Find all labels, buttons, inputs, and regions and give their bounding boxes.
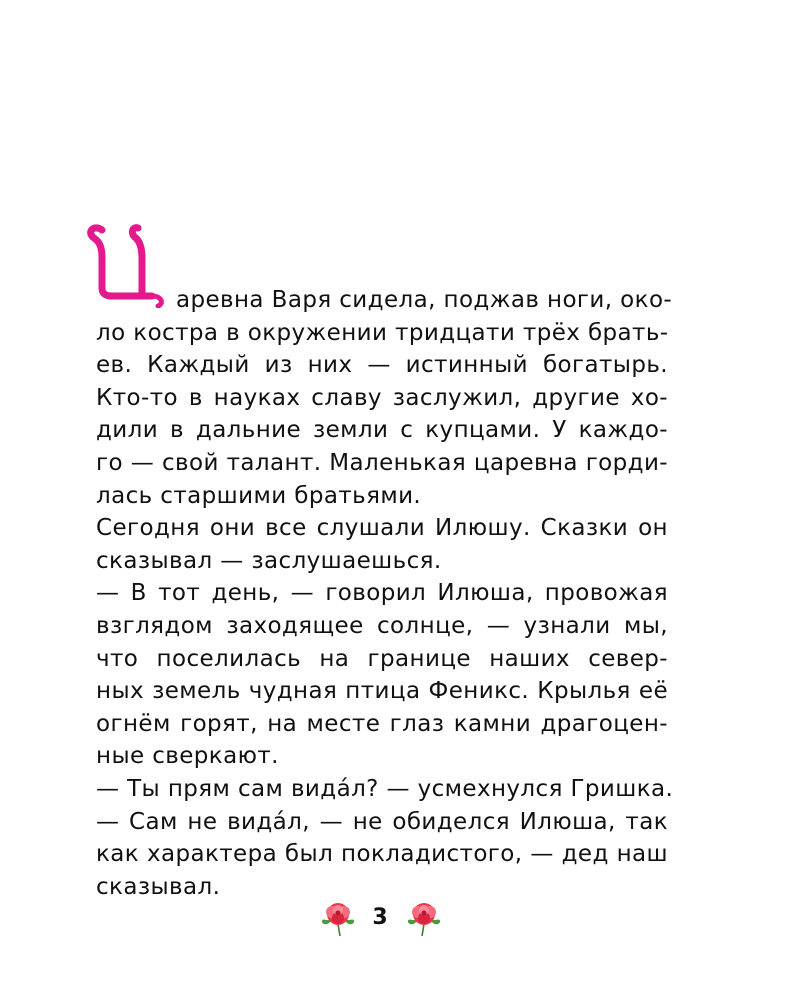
text-line: как характера был покладистого, — дед наш	[96, 841, 668, 868]
story-text	[96, 284, 674, 903]
text-line: что поселилась на границе наших север-	[96, 645, 668, 672]
text-line: — Сам не вида́л, — не обиделся Илюша, так	[96, 808, 668, 835]
rose-flower-icon	[318, 898, 358, 938]
text-line: лась старшими братьями.	[96, 482, 422, 509]
text-line: взглядом заходящее солнце, — узнали мы,	[96, 612, 668, 639]
text-line: ных земель чудная птица Феникс. Крылья её	[96, 678, 668, 705]
text-line: сказывал.	[96, 873, 221, 900]
text-line: го — свой талант. Маленькая царевна горди-	[96, 449, 668, 476]
rose-flower-icon	[404, 898, 444, 938]
text-line: огнём горят, на месте глаз камни драгоцен-	[96, 710, 668, 737]
text-line: — В тот день, — говорил Илюша, провожая	[96, 580, 668, 607]
text-line: аревна Варя сидела, поджав ноги, око-	[176, 287, 673, 313]
text-line: Сегодня они все слушали Илюшу. Сказки он	[96, 515, 668, 542]
text-line: ло костра в окружении тридцати трёх брать-	[96, 319, 669, 346]
text-line: сказывал — заслушаешься.	[96, 547, 442, 574]
text-line: ев. Каждый из них — истинный богатырь.	[96, 352, 668, 379]
page-number: 3	[372, 905, 388, 930]
text-line: ные сверкают.	[96, 743, 279, 770]
text-line: дили в дальние земли с купцами. У каждо-	[96, 417, 668, 444]
page-footer	[0, 898, 800, 942]
text-line: Кто-то в науках славу заслужил, другие хо-	[96, 384, 668, 411]
text-line: — Ты прям сам вида́л? — усмехнулся Гришка.	[96, 775, 674, 802]
